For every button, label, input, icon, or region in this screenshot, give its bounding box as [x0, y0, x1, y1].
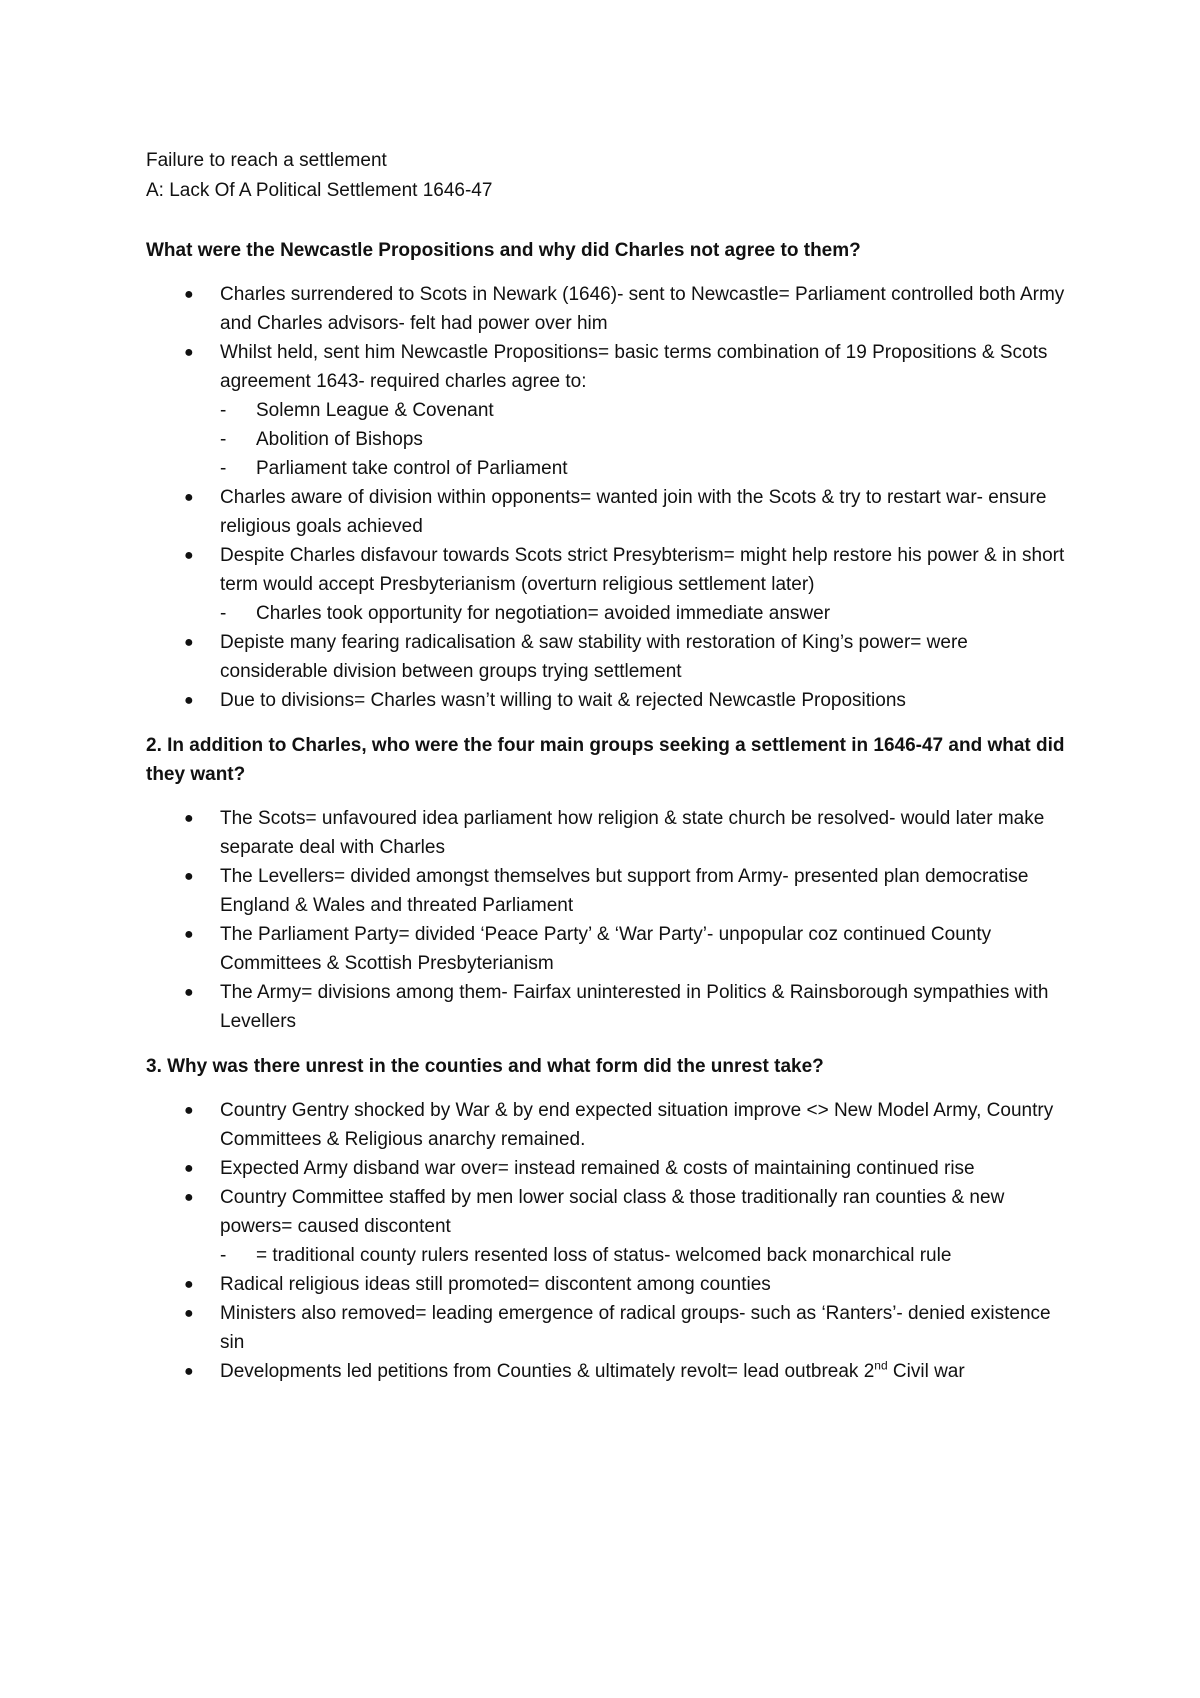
bullet-icon: ●: [184, 547, 194, 564]
document-content: [146, 236, 1076, 1402]
question-2: 2. In addition to Charles, who were the four main groups seeking a settlement in 1646-47 and what did they want?: [146, 735, 1065, 785]
bullet-icon: ●: [184, 1160, 194, 1177]
sub-list: [220, 396, 1076, 483]
list-item: ● Charles aware of division within opponents= wanted join with the Scots & try to restart war- ensure religious goals achieved: [146, 483, 1076, 541]
bullet-icon: ●: [184, 489, 194, 506]
sub-list-item: - Abolition of Bishops: [220, 425, 1076, 454]
document-title: Failure to reach a settlement: [146, 150, 387, 171]
list-item: ● Charles surrendered to Scots in Newark (1646)- sent to Newcastle= Parliament controlled both Army and Charles advisors- felt had power over him: [146, 280, 1076, 338]
sub-list-item: - Charles took opportunity for negotiation= avoided immediate answer: [220, 599, 1076, 628]
bullet-icon: ●: [184, 926, 194, 943]
list-item: ● The Parliament Party= divided ‘Peace Party’ & ‘War Party’- unpopular coz continued County Committees & Scottish Presbyterianism: [146, 920, 1076, 978]
answer-list-1: [146, 280, 1076, 715]
dash-icon: -: [220, 1245, 227, 1266]
bullet-icon: ●: [184, 692, 194, 709]
list-item: ● Ministers also removed= leading emergence of radical groups- such as ‘Ranters’- denied existence sin: [146, 1299, 1076, 1357]
list-item: ● The Scots= unfavoured idea parliament how religion & state church be resolved- would later make separate deal with Charles: [146, 804, 1076, 862]
list-item: ● The Army= divisions among them- Fairfax uninterested in Politics & Rainsborough sympathies with Levellers: [146, 978, 1076, 1036]
list-item: ● Country Committee staffed by men lower social class & those traditionally ran counties & new powers= caused discontent - = traditional county rulers resented loss of status- welcomed back monarchical rule: [146, 1183, 1076, 1270]
dash-icon: -: [220, 603, 227, 624]
list-item: ● Developments led petitions from Counties & ultimately revolt= lead outbreak 2nd Civil war: [146, 1357, 1076, 1386]
list-item: ● Depiste many fearing radicalisation & saw stability with restoration of King’s power= were considerable division between groups trying settlement: [146, 628, 1076, 686]
bullet-icon: ●: [184, 984, 194, 1001]
list-item: ● Country Gentry shocked by War & by end expected situation improve <> New Model Army, Country Committees & Religious anarchy remained.: [146, 1096, 1076, 1154]
bullet-icon: ●: [184, 1102, 194, 1119]
document-subtitle: A: Lack Of A Political Settlement 1646-47: [146, 180, 493, 201]
dash-icon: -: [220, 400, 227, 421]
list-item: ● The Levellers= divided amongst themselves but support from Army- presented plan democratise England & Wales and threated Parliament: [146, 862, 1076, 920]
list-item: ● Expected Army disband war over= instead remained & costs of maintaining continued rise: [146, 1154, 1076, 1183]
bullet-icon: ●: [184, 344, 194, 361]
dash-icon: -: [220, 458, 227, 479]
question-3: 3. Why was there unrest in the counties and what form did the unrest take?: [146, 1056, 824, 1077]
list-item: ● Whilst held, sent him Newcastle Propositions= basic terms combination of 19 Propositions & Scots agreement 1643- required charles agree to: - Solemn League & Covenant - Abolition of Bishops - Parliament take control of Parliament: [146, 338, 1076, 483]
bullet-icon: ●: [184, 868, 194, 885]
sub-list-item: - = traditional county rulers resented loss of status- welcomed back monarchical rule: [220, 1241, 1076, 1270]
bullet-icon: ●: [184, 1276, 194, 1293]
sub-list-item: - Solemn League & Covenant: [220, 396, 1076, 425]
list-item: ● Due to divisions= Charles wasn’t willing to wait & rejected Newcastle Propositions: [146, 686, 1076, 715]
bullet-icon: ●: [184, 634, 194, 651]
answer-list-2: [146, 804, 1076, 1036]
dash-icon: -: [220, 429, 227, 450]
ordinal-superscript: nd: [874, 1358, 888, 1373]
list-item: ● Despite Charles disfavour towards Scots strict Presybterism= might help restore his power & in short term would accept Presbyterianism (overturn religious settlement later) - Charles took opportunity for negotiation= avoided immediate answer: [146, 541, 1076, 628]
sub-list: [220, 599, 1076, 628]
sub-list: [220, 1241, 1076, 1270]
list-item: ● Radical religious ideas still promoted= discontent among counties: [146, 1270, 1076, 1299]
bullet-icon: ●: [184, 1363, 194, 1380]
question-1: What were the Newcastle Propositions and why did Charles not agree to them?: [146, 240, 861, 261]
bullet-icon: ●: [184, 1189, 194, 1206]
bullet-icon: ●: [184, 286, 194, 303]
bullet-icon: ●: [184, 810, 194, 827]
sub-list-item: - Parliament take control of Parliament: [220, 454, 1076, 483]
bullet-icon: ●: [184, 1305, 194, 1322]
answer-list-3: [146, 1096, 1076, 1386]
